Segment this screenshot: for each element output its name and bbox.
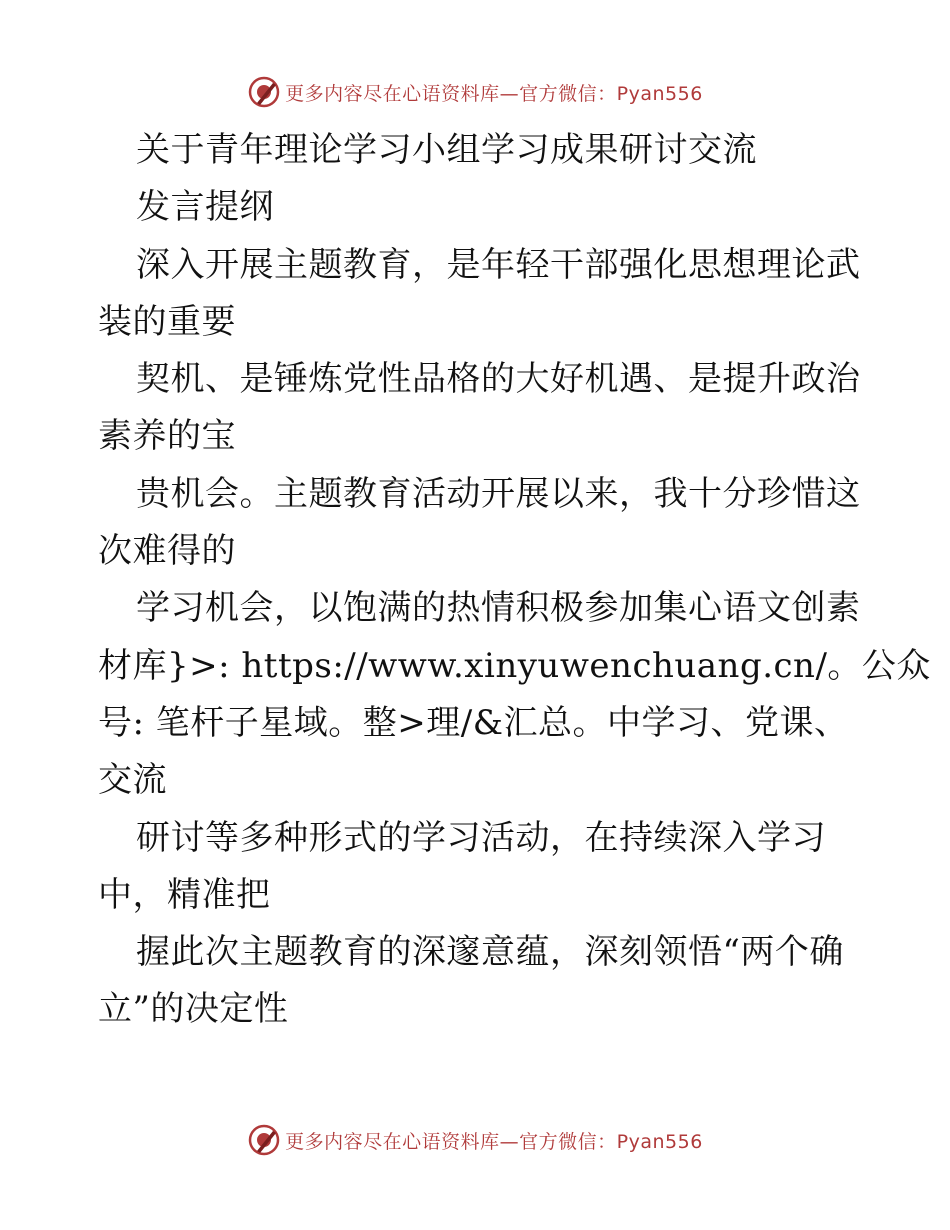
paragraph-line: 交流 bbox=[98, 760, 167, 801]
paragraph-line: 研讨等多种形式的学习活动，在持续深入学习 bbox=[136, 817, 826, 858]
header-banner-text: 更多内容尽在心语资料库—官方微信：Pyan556 bbox=[285, 82, 703, 105]
paragraph-line: 立”的决定性 bbox=[98, 989, 289, 1030]
footer-banner-text: 更多内容尽在心语资料库—官方微信：Pyan556 bbox=[285, 1130, 703, 1153]
doc-title-line-1: 关于青年理论学习小组学习成果研讨交流 bbox=[136, 130, 757, 170]
pen-logo-icon bbox=[247, 75, 281, 109]
paragraph-line: 契机、是锤炼党性品格的大好机遇、是提升政治 bbox=[136, 359, 861, 400]
paragraph-line: 装的重要 bbox=[98, 301, 236, 342]
paragraph-line: 材库}>: https://www.xinyuwenchuang.cn/。公众 bbox=[98, 645, 931, 686]
document-body bbox=[98, 122, 931, 1039]
pen-logo-icon bbox=[247, 1123, 281, 1157]
header-banner bbox=[0, 72, 950, 112]
doc-title-line-2: 发言提纲 bbox=[136, 187, 274, 228]
paragraph-line: 中，精准把 bbox=[98, 874, 271, 915]
paragraph-line: 深入开展主题教育，是年轻干部强化思想理论武 bbox=[136, 244, 861, 285]
paragraph-line: 握此次主题教育的深邃意蕴，深刻领悟“两个确 bbox=[136, 932, 844, 973]
paragraph-line: 贵机会。主题教育活动开展以来，我十分珍惜这 bbox=[136, 473, 861, 514]
paragraph-line: 学习机会，以饱满的热情积极参加集心语文创素 bbox=[136, 588, 861, 629]
footer-banner bbox=[0, 1120, 950, 1160]
paragraph-line: 号: 笔杆子星域。整>理/&汇总。中学习、党课、 bbox=[98, 702, 849, 743]
paragraph-line: 次难得的 bbox=[98, 531, 236, 572]
paragraph-line: 素养的宝 bbox=[98, 416, 236, 457]
